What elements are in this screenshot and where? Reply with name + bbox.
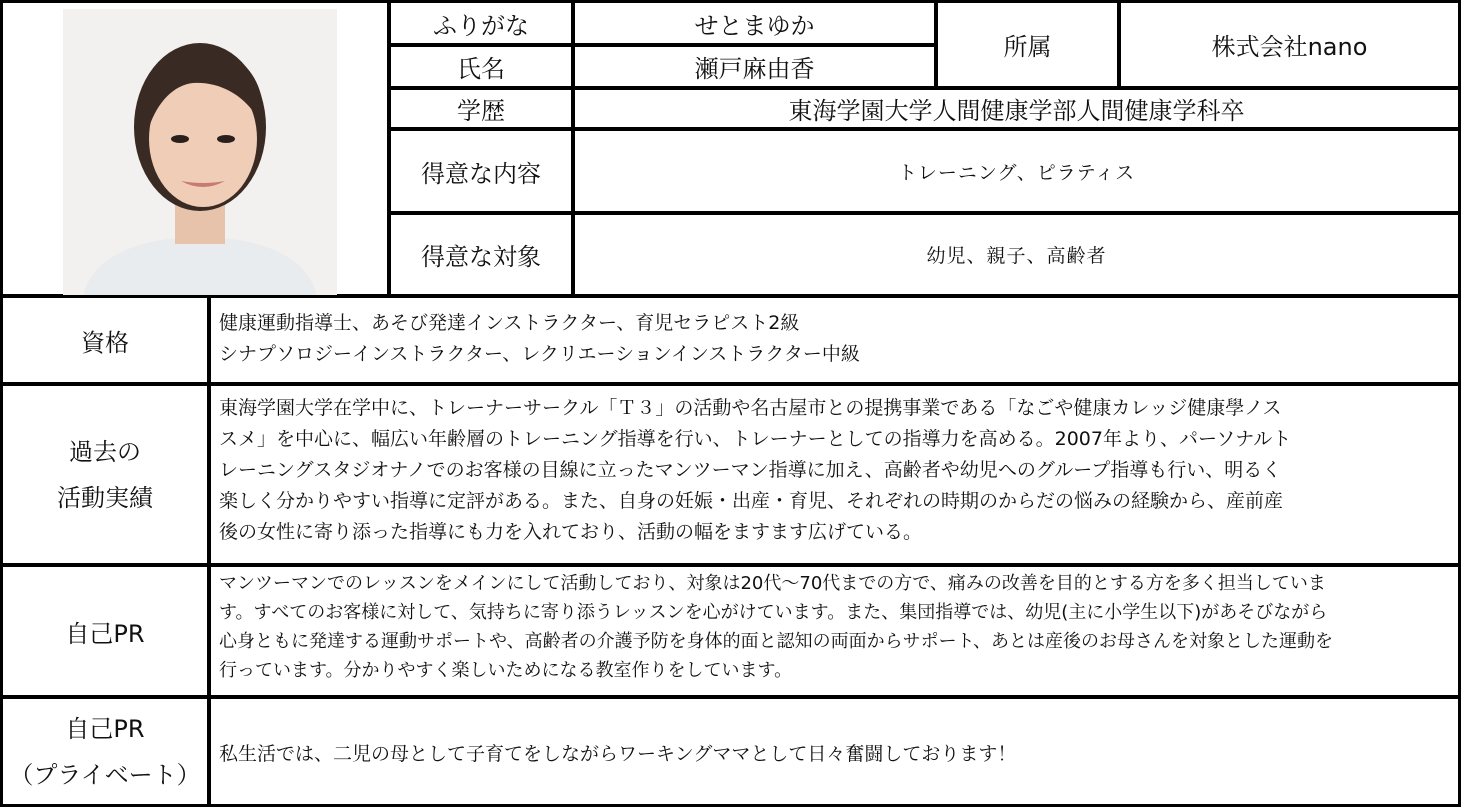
portrait-image	[63, 9, 337, 296]
qualifications-line: 健康運動指導士、あそび発達インストラクター、育児セラピスト2級	[219, 312, 800, 334]
name-label: 氏名	[388, 44, 574, 89]
affiliation-value: 株式会社nano	[1118, 0, 1461, 89]
past-activity-line: レーニングスタジオナノでのお客様の目線に立ったマンツーマン指導に加え、高齢者や幼児へのグループ指導も行い、明るく	[219, 459, 1282, 481]
self-pr-value	[208, 564, 1461, 698]
self-pr-line: す。すべてのお客様に対して、気持ちに寄り添うレッスンを心がけています。また、集団指導では、幼児(主に小学生以下)があそびながら	[219, 602, 1328, 623]
education-label: 学歴	[388, 87, 574, 130]
specialty-value: トレーニング、ピラティス	[572, 128, 1461, 214]
self-pr-line: マンツーマンでのレッスンをメインにして活動しており、対象は20代～70代までの方で、痛みの改善を目的とする方を多く担当していま	[219, 573, 1326, 594]
profile-photo	[63, 9, 337, 296]
past-activity-label: 過去の 活動実績	[0, 383, 210, 566]
education-value: 東海学園大学人間健康学部人間健康学科卒	[572, 87, 1461, 130]
furigana-label: ふりがな	[388, 0, 574, 46]
past-activity-line: スメ」を中心に、幅広い年齢層のトレーニング指導を行い、トレーナーとしての指導力を高める。2007年より、パーソナルト	[219, 428, 1292, 450]
past-activity-line: 楽しく分かりやすい指導に定評がある。また、自身の妊娠・出産・育児、それぞれの時期のからだの悩みの経験から、産前産	[219, 490, 1284, 512]
target-label: 得意な対象	[388, 212, 574, 297]
furigana-value: せとまゆか	[572, 0, 937, 46]
qualifications-line: シナプソロジーインストラクター、レクリエーションインストラクター中級	[219, 343, 860, 365]
self-pr-private-label: 自己PR （プライベート）	[0, 696, 210, 807]
self-pr-line: 心身ともに発達する運動サポートや、高齢者の介護予防を身体的面と認知の両面からサポート、あとは産後のお母さんを対象とした運動を	[219, 631, 1334, 652]
photo-cell	[0, 0, 390, 297]
name-value: 瀬戸麻由香	[572, 44, 937, 89]
qualifications-label: 資格	[0, 295, 210, 385]
qualifications-value	[208, 295, 1461, 385]
specialty-label: 得意な内容	[388, 128, 574, 214]
self-pr-private-value: 私生活では、二児の母として子育てをしながらワーキングママとして日々奮闘しております！	[208, 696, 1461, 807]
target-value: 幼児、親子、高齢者	[572, 212, 1461, 297]
past-activity-line: 後の女性に寄り添った指導にも力を入れており、活動の幅をますます広げている。	[219, 521, 923, 543]
past-activity-value	[208, 383, 1461, 566]
affiliation-label: 所属	[935, 0, 1120, 89]
past-activity-line: 東海学園大学在学中に、トレーナーサークル「Ｔ３」の活動や名古屋市との提携事業である「なごや健康カレッジ健康學ノス	[219, 397, 1282, 419]
self-pr-line: 行っています。分かりやすく楽しいためになる教室作りをしています。	[219, 660, 793, 681]
self-pr-label: 自己PR	[0, 564, 210, 698]
